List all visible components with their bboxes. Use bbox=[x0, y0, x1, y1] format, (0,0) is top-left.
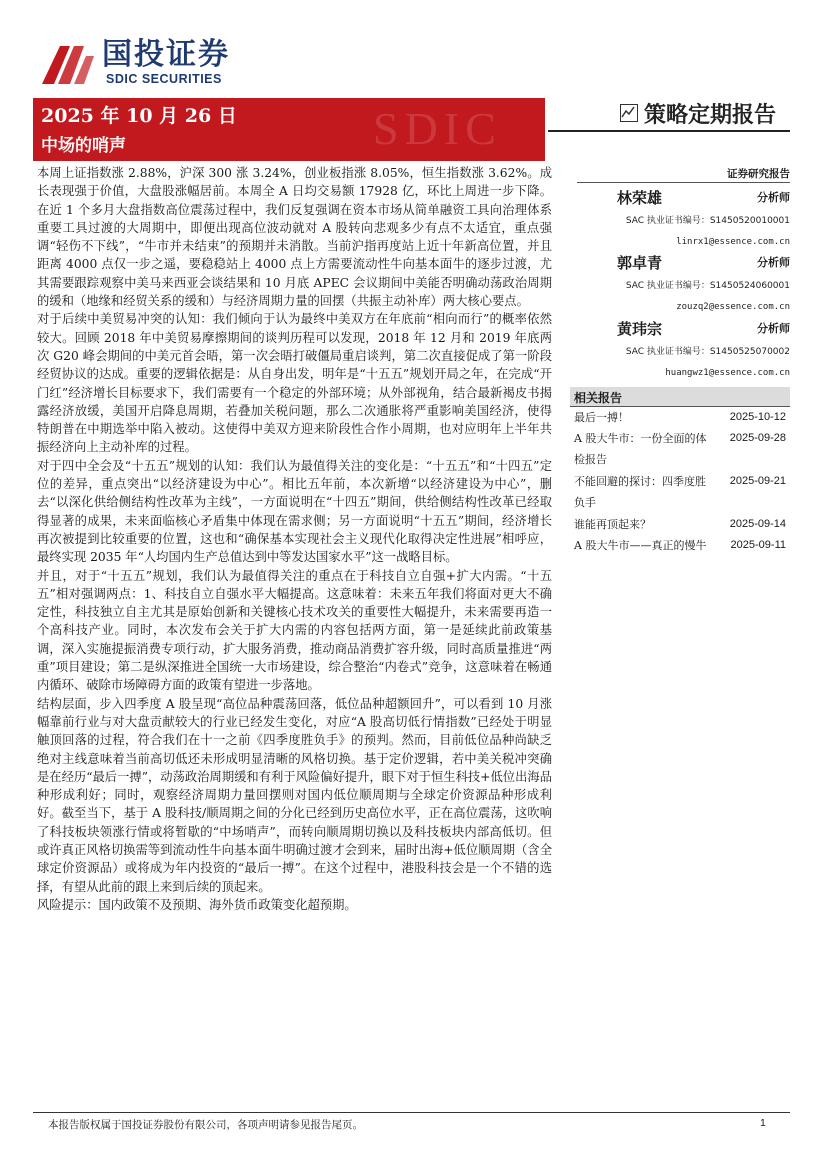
related-report-title[interactable]: A 股大牛市：一份全面的体检报告 bbox=[574, 432, 707, 466]
related-reports-heading bbox=[570, 387, 790, 407]
body-paragraph: 对于四中全会及“十五五”规划的认知：我们认为最值得关注的变化是：“十五五”和“十四五”定位的差异，重点突出“以经济建设为中心”。相比五年前，本次新增“以经济建设为中心”，删去“以深化供给侧结构性改革为主线”，一方面说明在“十四五”期间，供给侧结构性改革已经取得显著的成果，未来面临核心矛盾集中体现在需求侧；另一方面说明“十五五”期间，经济增长再次被提到比较重要的位置，这也和“确保基本实现社会主义现代化取得决定性进展”相呼应，最终实现 2035 年“人均国内生产总值达到中等发达国家水平”这一战略目标。 bbox=[37, 458, 552, 565]
footer-divider bbox=[33, 1112, 790, 1113]
banner-watermark: SDIC bbox=[373, 103, 502, 154]
related-report-date: 2025-10-12 bbox=[729, 411, 786, 423]
analyst-cert: SAC 执业证书编号：S1450524060001 bbox=[625, 281, 790, 291]
date-banner bbox=[33, 98, 545, 161]
report-body bbox=[37, 164, 552, 914]
related-report-title[interactable]: 谁能再顶起来？ bbox=[574, 518, 651, 531]
report-date: 2025 年 10 月 26 日 bbox=[41, 105, 237, 127]
analyst-name: 黄玮宗 bbox=[617, 320, 663, 338]
company-logo bbox=[40, 38, 270, 88]
related-report-date: 2025-09-11 bbox=[730, 539, 786, 551]
risk-warning: 风险提示：国内政策不及预期、海外货币政策变化超预期。 bbox=[37, 897, 357, 912]
report-type bbox=[620, 98, 790, 128]
analyst-role: 分析师 bbox=[757, 322, 790, 335]
body-paragraph: 结构层面，步入四季度 A 股呈现“高位品种震荡回落，低位品种超额回升”，可以看到 10 月涨幅靠前行业与对大盘贡献较大的行业已经发生变化，对应“A 股高切低行情指数”已经处于明显触顶回落的过程，符合我们在十一之前《四季度胜负手》的预判。然而，目前低位品种尚缺乏绝对主线意味着当前高切低还未形成明显清晰的风格切换。基于定价逻辑，若中美关税冲突确是在经历“最后一搏”，动荡政治周期缓和有利于风险偏好提升，眼下对于恒生科技+低位出海品种形成利好；同时，观察经济周期力量回摆则对国内低位顺周期与全球定价资源品种形成利好。截至当下，基于 A 股科技/顺周期之间的分化已经到历史高位水平，正在高位震荡，这吹响了科技板块领涨行情或将暂歇的“中场哨声”，而转向顺周期切换以及科技板块内部高低切。但或许真正风格切换需等到流动性牛向基本面牛明确过渡才会到来，届时出海+低位顺周期（含全球定价资源品）或将成为年内投资的“最后一搏”。在这个过程中，港股科技会是一个不错的选择，有望从此前的跟上来到后续的顶起来。 bbox=[37, 696, 552, 894]
related-report-title[interactable]: A 股大牛市——真正的慢牛 bbox=[574, 539, 707, 552]
body-paragraph: 对于后续中美贸易冲突的认知：我们倾向于认为最终中美双方在年底前“相向而行”的概率依然较大。回顾 2018 年中美贸易摩擦期间的谈判历程可以发现，2018 年 12 月和 2019 年底两次 G20 峰会期间的中美元首会晤，第一次会晤打破僵局重启谈判，第二次直接促成了第一阶段经贸协议的达成。重要的逻辑依据是：从自身出发，明年是“十五五”规划开局之年，在完成“开门红”经济增长目标要求下，我们需要有一个稳定的外部环境；从外部视角，结合最新褐皮书揭露经济放缓，美国开启降息周期，若叠加关税问题，那么二次通胀将严重影响美国经济，使得特朗普在中期选举中陷入被动。这使得中美双方迎来阶段性合作小周期，也对应明年上半年共振经济向上主动补库的过程。 bbox=[37, 312, 552, 455]
analyst-name: 林荣雄 bbox=[617, 189, 663, 207]
logo-mark-icon bbox=[40, 38, 98, 88]
related-report-date: 2025-09-14 bbox=[729, 518, 786, 530]
logo-name-en: SDIC SECURITIES bbox=[106, 72, 222, 86]
analyst-email[interactable]: zouzq2@essence.com.cn bbox=[676, 302, 790, 312]
header-divider bbox=[548, 130, 790, 132]
analyst-cert: SAC 执业证书编号：S1450525070002 bbox=[625, 347, 790, 357]
department-divider bbox=[577, 182, 790, 183]
chart-trend-icon bbox=[620, 104, 638, 122]
analyst-role: 分析师 bbox=[757, 191, 790, 204]
related-report-date: 2025-09-28 bbox=[729, 432, 786, 444]
page-number: 1 bbox=[760, 1117, 766, 1129]
body-paragraph: 并且，对于“十五五”规划，我们认为最值得关注的重点在于科技自立自强+扩大内需。“十五五”相对强调两点：1、科技自立自强水平大幅提高。这意味着：未来五年我们将面对更大不确定性，科技独立自主尤其是原始创新和关键核心技术攻关的重要性大幅提升，未来需要再造一个高科技产业。同时，本次发布会关于扩大内需的内容包括两方面，第一是延续此前政策基调，深入实施提振消费专项行动，扩大服务消费，推动商品消费扩容升级，同时高质量推进“两重”项目建设；第二是纵深推进全国统一大市场建设，综合整治“内卷式”竞争，这意味着在畅通内循环、破除市场障碍方面的政策有望进一步落地。 bbox=[37, 568, 552, 693]
analyst-name: 郭卓青 bbox=[617, 254, 663, 272]
report-type-label: 策略定期报告 bbox=[644, 102, 777, 128]
department-label: 证券研究报告 bbox=[727, 168, 790, 180]
analyst-cert: SAC 执业证书编号：S1450520010001 bbox=[625, 216, 790, 226]
related-report-date: 2025-09-21 bbox=[729, 475, 786, 487]
related-report-title[interactable]: 最后一搏！ bbox=[574, 411, 629, 424]
body-paragraph: 本周上证指数涨 2.88%，沪深 300 涨 3.24%，创业板指涨 8.05%，恒生指数涨 3.62%。成长表现强于价值，大盘股涨幅居前。本周全 A 日均交易额 17928 亿，环比上周进一步下降。在近 1 个多月大盘指数高位震荡过程中，我们反复强调在资本市场从简单融资工具向治理体系重要工具过渡的大周期中，即便出现高位波动就对 A 股转向悲观多少有点不太适宜，重点强调“轻伤不下线”，“牛市并未结束”的预期并未消散。当前沪指再度站上近十年新高位置，并且距离 4000 点仅一步之遥，要稳稳站上 4000 点上方需要流动性牛向基本面牛的逐步过渡，尤其需要跟踪观察中美马来西亚会谈结果和 10 月底 APEC 会议期间中美能否明确动荡政治周期的缓和（地缘和经贸关系的缓和）与经济周期力量的回摆（共振主动补库）两大核心要点。 bbox=[37, 166, 552, 309]
report-title: 中场的哨声 bbox=[41, 136, 126, 156]
logo-name-cn: 国投证券 bbox=[102, 37, 230, 72]
footer-disclaimer: 本报告版权属于国投证券股份有限公司，各项声明请参见报告尾页。 bbox=[48, 1119, 363, 1131]
analyst-email[interactable]: huangwz1@essence.com.cn bbox=[665, 368, 790, 378]
analyst-email[interactable]: linrx1@essence.com.cn bbox=[676, 237, 790, 247]
related-reports-title: 相关报告 bbox=[574, 391, 623, 405]
analyst-role: 分析师 bbox=[757, 256, 790, 269]
related-report-title[interactable]: 不能回避的探讨：四季度胜负手 bbox=[574, 475, 706, 509]
